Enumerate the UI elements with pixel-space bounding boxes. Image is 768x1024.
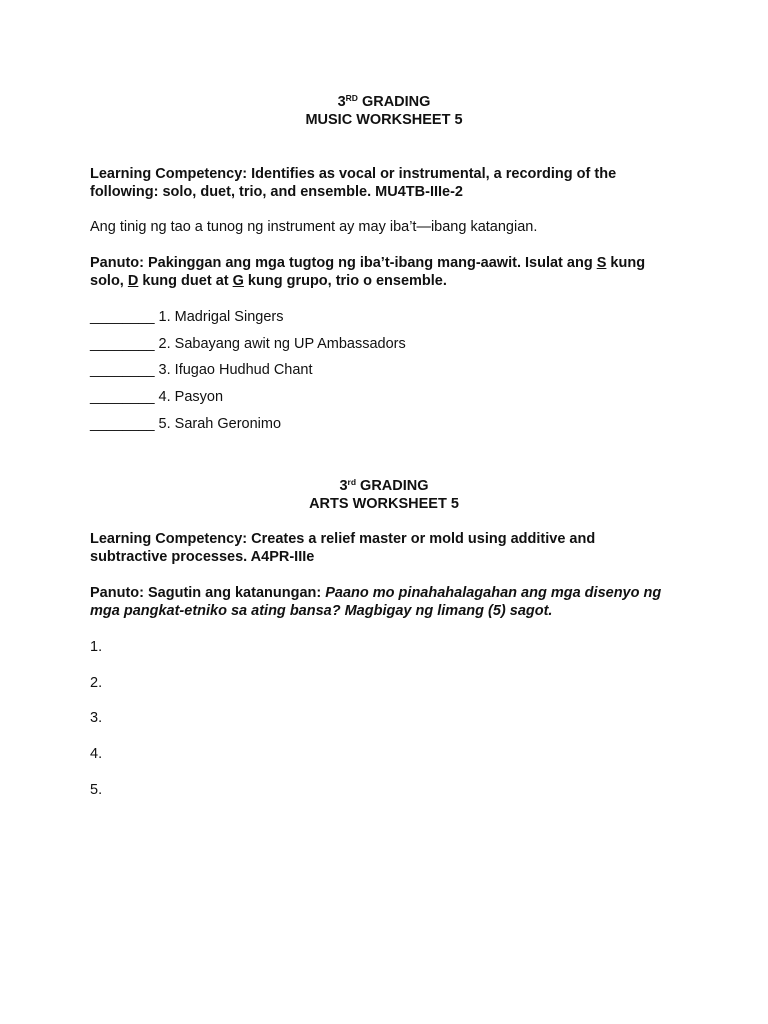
music-item-5: ________ 5. Sarah Geronimo [90,416,282,432]
music-learning-competency: Learning Competency: Identifies as vocal or instrumental, a recording of the following: solo, duet, trio, and ensemble. MU4TB-IIIe-2 [90,166,617,200]
music-worksheet-title: MUSIC WORKSHEET 5 [305,112,463,128]
music-instruction [90,254,680,290]
music-instruction-group-code: G [232,273,244,289]
arts-answer-3: 3. [90,710,103,726]
music-instruction-part2: kung solo, [90,255,646,289]
arts-answer-1: 1. [90,639,103,655]
music-grading-suffix: RD [345,93,358,103]
music-grading-label: GRADING [357,94,431,110]
music-grading-number: 3 [337,94,346,110]
music-intro-text: Ang tinig ng tao a tunog ng instrument ay may iba’t—ibang katangian. [90,219,538,235]
music-item-4: ________ 4. Pasyon [90,389,224,405]
music-item-1: ________ 1. Madrigal Singers [90,309,284,325]
arts-learning-competency: Learning Competency: Creates a relief master or mold using additive and subtractive processes. A4PR-IIIe [90,531,596,565]
arts-grading-number: 3 [339,478,348,494]
arts-answer-4: 4. [90,746,103,762]
arts-grading-suffix: rd [347,477,357,487]
arts-instruction [90,584,680,620]
arts-answer-2: 2. [90,675,103,691]
music-instruction-part1: Panuto: Pakinggan ang mga tugtog ng iba’t-ibang mang-aawit. Isulat ang [90,255,597,271]
music-instruction-solo-code: S [596,255,607,271]
arts-grading-label: GRADING [356,478,429,494]
music-instruction-duet-code: D [127,273,139,289]
music-instruction-part4: kung grupo, trio o ensemble. [243,273,447,289]
arts-grading-heading [0,477,768,495]
music-item-2: ________ 2. Sabayang awit ng UP Ambassadors [90,336,406,352]
music-grading-heading [0,93,768,111]
arts-answer-5: 5. [90,782,103,798]
music-item-3: ________ 3. Ifugao Hudhud Chant [90,362,313,378]
arts-instruction-question: Paano mo pinahahalagahan ang mga disenyo ng mga pangkat-etniko sa ating bansa? Magbigay ng limang (5) sagot. [90,585,662,619]
arts-worksheet-title: ARTS WORKSHEET 5 [309,496,459,512]
arts-instruction-label: Panuto: Sagutin ang katanungan: [90,585,326,601]
music-instruction-part3: kung duet at [138,273,233,289]
